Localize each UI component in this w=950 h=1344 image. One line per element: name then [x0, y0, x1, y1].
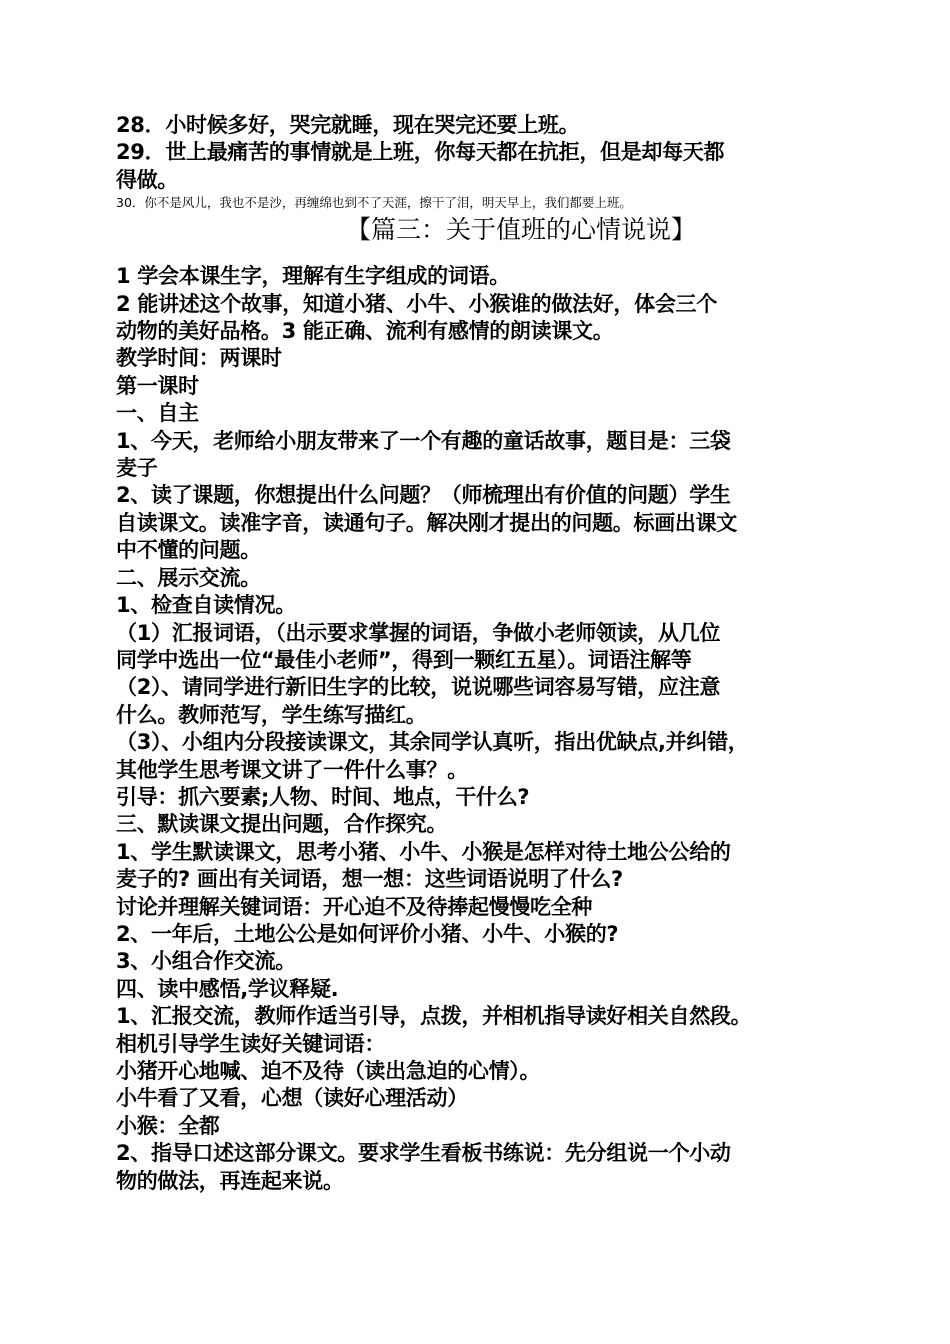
text-line: 二、展示交流。 [116, 565, 261, 590]
text-line: （2）、请同学进行新旧生字的比较，说说哪些词容易写错，应注意 [116, 675, 721, 700]
text-line: （3）、小组内分段接读课文，其余同学认真听，指出优缺点,并纠错， [116, 730, 749, 755]
text-line: 相机引导学生读好关键词语： [116, 1031, 386, 1056]
text-line: 三、默读课文提出问题，合作探究。 [116, 812, 448, 837]
text-line: 1 学会本课生字，理解有生字组成的词语。 [116, 264, 510, 289]
text-line: 29．世上最痛苦的事情就是上班，你每天都在抗拒，但是却每天都 [116, 140, 725, 165]
text-line: 小牛看了又看，心想（读好心理活动） [116, 1086, 468, 1111]
text-line: 第一课时 [116, 373, 199, 398]
text-line: 1、学生默读课文，思考小猪、小牛、小猴是怎样对待土地公公给的 [116, 839, 731, 864]
text-line: 什么。教师范写，学生练写描红。 [116, 702, 427, 727]
section-heading: 【篇三：关于值班的心情说说】 [345, 215, 696, 245]
text-line: 2、指导口述这部分课文。要求学生看板书练说：先分组说一个小动 [116, 1141, 731, 1166]
text-line: 得做。 [116, 167, 179, 192]
text-line: 一、自主 [116, 401, 199, 426]
text-line: （1）汇报词语，（出示要求掌握的词语，争做小老师领读，从几位 [116, 620, 721, 645]
text-line: 3、小组合作交流。 [116, 949, 296, 974]
text-line: 1、今天，老师给小朋友带来了一个有趣的童话故事，题目是：三袋 [116, 428, 731, 453]
text-line: 中不懂的问题。 [116, 538, 261, 563]
text-line: 教学时间：两课时 [116, 346, 282, 371]
text-line: 动物的美好品格。3 能正确、流利有感情的朗读课文。 [116, 319, 614, 344]
text-line: 1、汇报交流，教师作适当引导，点拨，并相机指导读好相关自然段。 [116, 1004, 752, 1029]
text-line: 物的做法，再连起来说。 [116, 1168, 344, 1193]
text-line: 同学中选出一位“最佳小老师”，得到一颗红五星）。词语注解等 [116, 647, 692, 672]
text-line: 28．小时候多好，哭完就睡，现在哭完还要上班。 [116, 113, 580, 137]
small-text-line: 30．你不是风儿，我也不是沙，再缠绵也到不了天涯，擦干了泪，明天早上，我们都要上班。 [116, 195, 632, 211]
text-line: 1、检查自读情况。 [116, 593, 296, 618]
text-line: 2、一年后，土地公公是如何评价小猪、小牛、小猴的? [116, 921, 619, 946]
text-line: 麦子的? 画出有关词语，想一想：这些词语说明了什么? [116, 867, 623, 892]
text-line: 2、读了课题，你想提出什么问题？（师梳理出有价值的问题）学生 [116, 483, 731, 508]
document-content [116, 112, 846, 1195]
text-line: 小猪开心地喊、迫不及待（读出急迫的心情）。 [116, 1059, 541, 1083]
text-line: 讨论并理解关键词语：开心迫不及待捧起慢慢吃全种 [116, 894, 593, 919]
text-line: 小猴：全都 [116, 1113, 220, 1138]
text-line: 自读课文。读准字音，读通句子。解决刚才提出的问题。标画出课文 [116, 510, 737, 535]
text-line: 引导：抓六要素;人物、时间、地点，干什么? [116, 784, 530, 809]
text-line: 四、读中感悟,学议释疑. [116, 976, 339, 1001]
text-line: 麦子 [116, 456, 158, 481]
text-line: 2 能讲述这个故事，知道小猪、小牛、小猴谁的做法好，体会三个 [116, 291, 717, 316]
text-line: 其他学生思考课文讲了一件什么事？。 [116, 757, 468, 782]
